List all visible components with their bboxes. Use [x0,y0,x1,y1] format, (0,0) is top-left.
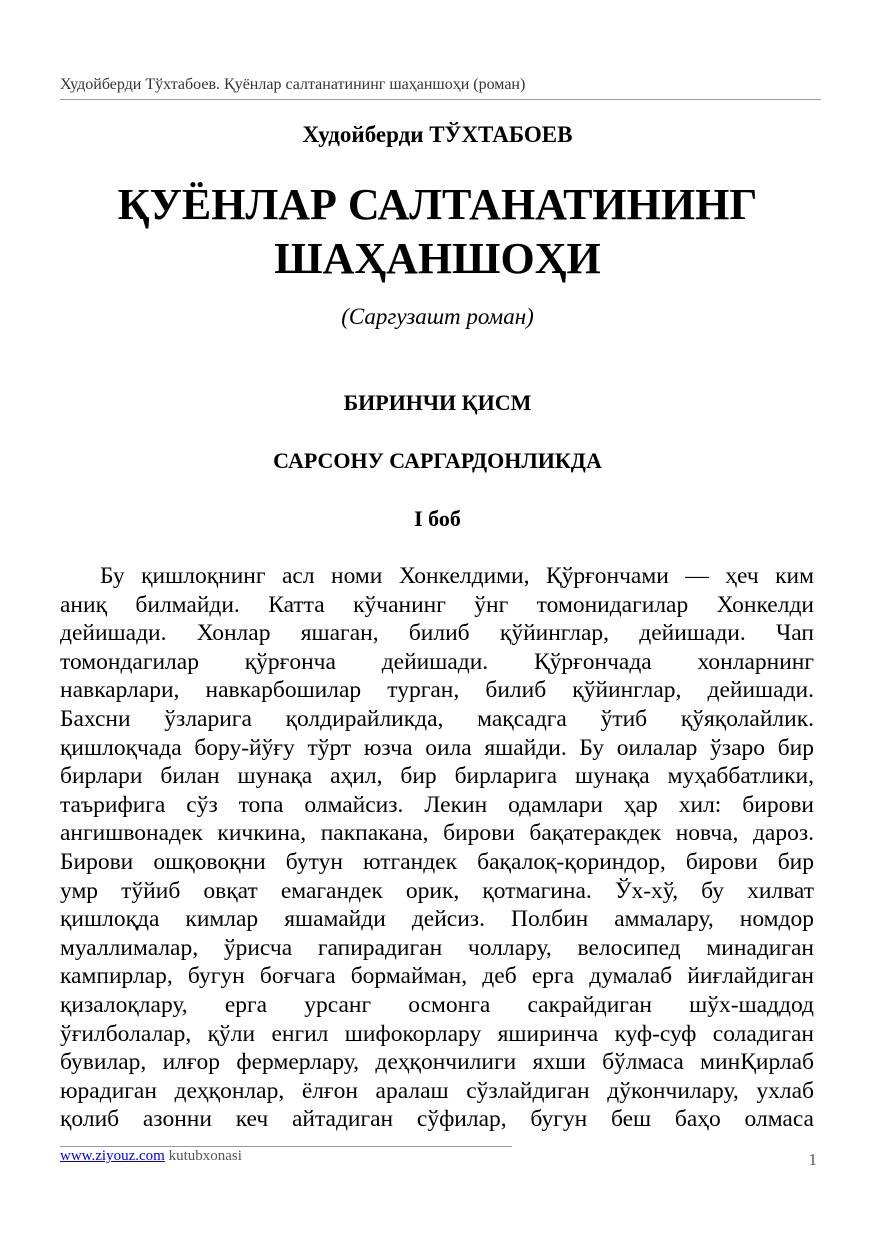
paragraph-line: қизалоқлару, ерга урсанг осмонга сакрайдиган шўх-шаддод [60,991,814,1018]
paragraph-line: қишлоқчада бору-йўғу тўрт юзча оила яшайди. Бу оилалар ўзаро бир [60,734,814,761]
paragraph-line: аниқ билмайди. Катта кўчанинг ўнг томонидагилар Хонкелди [60,591,814,618]
paragraph-line: ўғилболалар, қўли енгил шифокорлару яширинча куф-суф соладиган [60,1020,814,1047]
running-header: Худойберди Тўхтабоев. Қуёнлар салтанатининг шаҳаншоҳи (роман) [60,76,526,93]
paragraph-line: Бу қишлоқнинг асл номи Хонкелдими, Қўрғончами — ҳеч ким [100,563,814,589]
book-title-line-1: ҚУЁНЛАР САЛТАНАТИНИНГ [117,180,758,229]
paragraph-line: юрадиган деҳқонлар, ёлғон аралаш сўзлайдиган дўкончилару, ухлаб [60,1077,814,1104]
paragraph-line: бувилар, илғор фермерлару, деҳқончилиги яхши бўлмаса минҚирлаб [60,1049,814,1076]
paragraph-line: кампирлар, бугун боғчага бормайман, деб ерга думалаб йиғлайдиган [60,963,814,990]
footer-note: kutubxonasi [164,1148,242,1164]
book-title-line-2: ШАҲАНШОҲИ [274,234,601,283]
paragraph-line: муаллималар, ўрисча гапирадиган чоллару, велосипед минадиган [60,934,814,961]
section-heading: САРСОНУ САРГАРДОНЛИКДА [273,448,602,473]
paragraph-line: Бирови ошқовоқни бутун ютгандек бақалоқ-қориндор, бирови бир [60,848,814,875]
book-subtitle: (Саргузашт роман) [341,304,534,329]
paragraph-line: таърифига сўз топа олмайсиз. Лекин одамлари ҳар хил: бирови [60,791,814,818]
book-title [0,178,875,286]
footer-divider [60,1146,512,1147]
paragraph-line: Бахсни ўзларига қолдирайликда, мақсадга ўтиб қўяқолайлик. [60,705,814,732]
ziyouz-link[interactable]: www.ziyouz.com [60,1148,165,1164]
paragraph-line: дейишади. Хонлар яшаган, билиб қўйинглар, дейишади. Чап [60,620,814,647]
paragraph-line: қишлоқда кимлар яшамайди дейсиз. Полбин аммалару, номдор [60,906,814,933]
footer-source [60,1148,242,1165]
paragraph-line: умр тўйиб овқат емагандек орик, қотмагина. Ўх-хў, бу хилват [60,877,814,904]
body-paragraph [60,562,814,1134]
paragraph-line: бирлари билан шунақа аҳил, бир бирларига шунақа муҳаббатлики, [60,763,814,790]
chapter-heading: I боб [414,506,461,531]
header-divider [60,99,821,100]
paragraph-line: томондагилар қўрғонча дейишади. Қўрғончада хонларнинг [60,648,814,675]
page-number: 1 [808,1150,817,1169]
paragraph-line: қолиб азонни кеч айтадиган сўфилар, бугун беш баҳо олмаса [60,1106,814,1133]
paragraph-line: ангишвонадек кичкина, пакпакана, бирови бақатеракдек новча, дароз. [60,820,814,847]
part-heading: БИРИНЧИ ҚИСМ [343,390,532,415]
author-name: Худойберди ТЎХТАБОЕВ [302,122,573,147]
paragraph-line: навкарлари, навкарбошилар турган, билиб қўйинглар, дейишади. [60,677,814,704]
